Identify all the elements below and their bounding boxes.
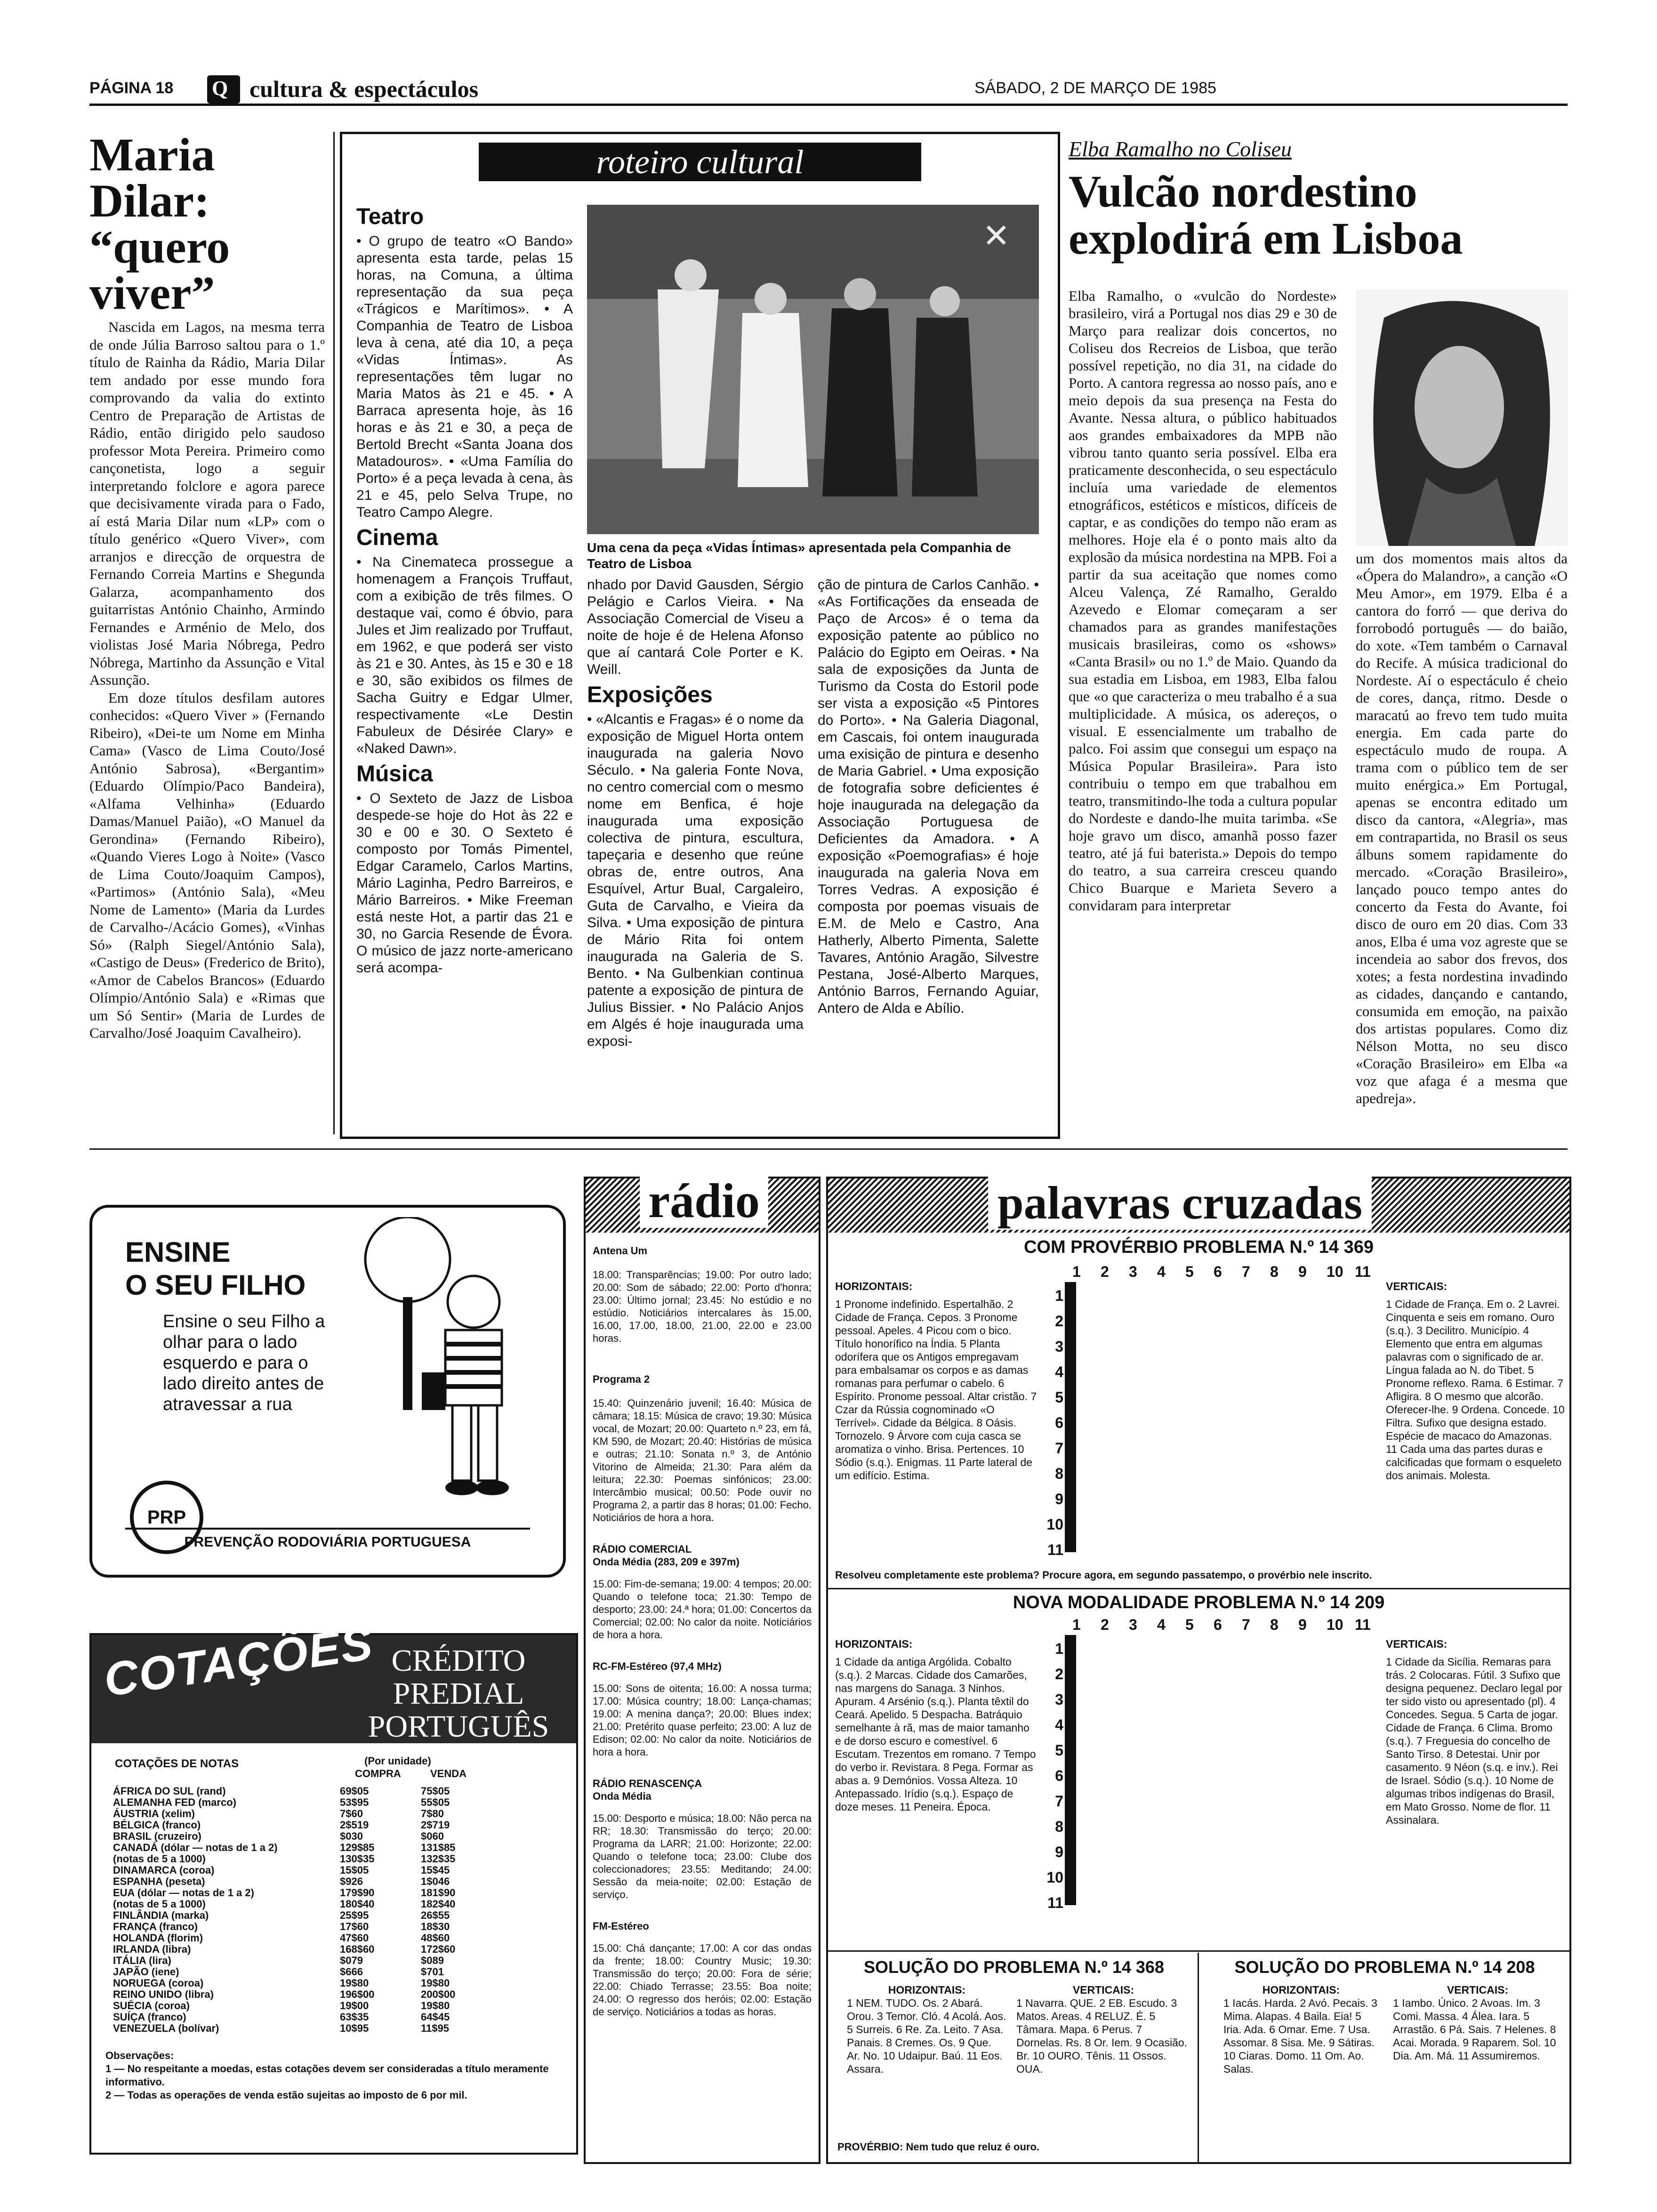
row-number: 3 — [1055, 1338, 1063, 1355]
safety-ad — [89, 1205, 566, 1578]
venda-header: VENDA — [430, 1768, 467, 1779]
venda-value: 200$00 — [421, 1988, 456, 2000]
rc-text: 15.00: Fim-de-semana; 19.00: 4 tempos; 20.00: Quando o telefone toca; 21.30: Tempo de desporto; 23.00: 24.ª hora; 01.00: Concertos da Comercial; 02.00: No calor da noite. Noticiários de hora a hora. — [593, 1578, 812, 1641]
row-number: 11 — [1047, 1894, 1063, 1911]
row-number: 1 — [1055, 1640, 1063, 1657]
column-number: 8 — [1270, 1263, 1279, 1280]
currency-name: FINLÂNDIA (marka) — [113, 1909, 209, 1921]
row-number: 10 — [1046, 1869, 1063, 1886]
currency-name: ITÁLIA (lira) — [113, 1955, 171, 1966]
venda-value: 7$80 — [421, 1808, 444, 1819]
venda-value: 182$40 — [421, 1898, 456, 1910]
currency-name: ESPANHA (peseta) — [113, 1875, 205, 1887]
cotacao-row — [110, 1865, 458, 1876]
cruzadas-banner: palavras cruzadas — [988, 1176, 1372, 1230]
compra-value: 15$05 — [340, 1864, 369, 1876]
column-number: 10 — [1327, 1616, 1343, 1633]
currency-name: DINAMARCA (coroa) — [113, 1864, 215, 1876]
venda-value: 48$60 — [421, 1932, 450, 1944]
compra-value: $079 — [340, 1955, 363, 1966]
elba-kicker: Elba Ramalho no Coliseu — [1069, 137, 1292, 161]
cotacao-row — [110, 1786, 458, 1797]
currency-name: FRANÇA (franco) — [113, 1921, 198, 1932]
compra-value: 180$40 — [340, 1898, 375, 1910]
venda-value: $089 — [421, 1955, 444, 1966]
venda-value: 18$30 — [421, 1921, 450, 1932]
roteiro-col2-a: nhado por David Gausden, Sérgio Pelágio e Carlos Vieira. • Na Associação Comercial de Viseu a noite de hoje é de Helena Afonso que aí cantará Cole Porter e K. Weill. — [587, 577, 804, 677]
bank-name: CRÉDITO PREDIAL PORTUGUÊS — [368, 1643, 549, 1744]
column-number: 1 — [1072, 1616, 1081, 1633]
p2-column-numbers — [1066, 1616, 1376, 1635]
compra-value: 63$35 — [340, 2011, 369, 2023]
currency-name: REINO UNIDO (libra) — [113, 1988, 214, 2000]
row-number: 6 — [1055, 1767, 1063, 1784]
venda-value: 1$046 — [421, 1875, 450, 1887]
currency-name: SUÉCIA (coroa) — [113, 2000, 190, 2012]
s2-hor: 1 Iacás. Harda. 2 Avó. Pecais. 3 Mima. Alapas. 4 Baila. Eia! 5 Iria. Ada. 6 Omar. Eme. 7 Usa. Assomar. 8 Sisa. Me. 9 Sátiras. 10 Ciaras. Domo. 11 Om. Ao. Salas. — [1223, 1997, 1377, 2075]
compra-value: 53$95 — [340, 1796, 369, 1808]
page-number: PÁGINA 18 — [89, 79, 174, 97]
grid-cell[interactable] — [1075, 1709, 1076, 1733]
cotacao-row — [110, 1853, 458, 1865]
grid-cell[interactable] — [1075, 1331, 1076, 1356]
dilar-title: Maria Dilar: “quero viver” — [89, 128, 230, 319]
musica-heading: Música — [356, 761, 433, 786]
compra-value: 69$05 — [340, 1785, 369, 1797]
s1-title: SOLUÇÃO DO PROBLEMA N.º 14 368 — [864, 1957, 1164, 1977]
column-number: 2 — [1101, 1263, 1109, 1280]
cotacoes-notes — [105, 2049, 557, 2102]
cotacao-row — [110, 1944, 458, 1955]
ad-footer: PREVENÇÃO RODOVIÁRIA PORTUGUESA — [125, 1528, 530, 1550]
p2-ver-clues: 1 Cidade da Sicília. Remaras para trás. 2 Colocaras. Fútil. 3 Sufixo que designa pequenez. Declaro legal por ter sido visto ou apresentado (pl). 4 Concedes. Segua. 5 Carta de jogar. Cidade de França. 6 Clima. Bromo (s.q.). 7 Freguesia do concelho de Santo Tirso. 8 Detestai. Unir por casamento. 9 Néon (s.q. e inv.). Rei de Israel. Sódio (s.q.). 10 Nome de algumas tribos indígenas do Brasil, em Mato Grosso. Nome de flor. 11 Assinalara. — [1386, 1656, 1562, 1826]
grid-cell[interactable] — [1075, 1660, 1076, 1684]
venda-value: $060 — [421, 1830, 444, 1842]
venda-value: 15$45 — [421, 1864, 450, 1876]
antena1-heading: Antena Um — [593, 1245, 648, 1257]
column-number: 9 — [1298, 1616, 1307, 1633]
rr-heading: RÁDIO RENASCENÇA — [593, 1778, 702, 1789]
venda-value: $701 — [421, 1966, 444, 1978]
radio-banner: rádio — [640, 1174, 768, 1228]
venda-value: 131$85 — [421, 1842, 456, 1853]
s2-title: SOLUÇÃO DO PROBLEMA N.º 14 208 — [1234, 1957, 1535, 1977]
grid-cell[interactable] — [1075, 1684, 1076, 1709]
teatro-heading: Teatro — [356, 204, 424, 229]
cotacao-row — [110, 1932, 458, 1944]
child-illustration — [337, 1217, 554, 1509]
row-number: 3 — [1055, 1691, 1063, 1708]
grid-cell[interactable] — [1075, 1307, 1076, 1331]
venda-value: 64$45 — [421, 2011, 450, 2023]
divider — [333, 132, 335, 1134]
svg-text:✕: ✕ — [982, 217, 1010, 254]
section-title: cultura & espectáculos — [249, 76, 479, 102]
roteiro-banner: roteiro cultural — [479, 143, 921, 181]
currency-name: JAPÃO (iene) — [113, 1966, 179, 1978]
dilar-body-2: Em doze títulos desfilam autores conhecidos: «Quero Viver » (Fernando Ribeiro), «Dei-te um Nome em Minha Cama» (Vasco de Lima Couto/José António Sabrosa), «Bergantim» (Eduardo Olímpio/Paco Bandeira), «Alfama Velhinha» (Eduardo Damas/Manuel Paião), «O Manuel da Gerondina» (Fernando Ribeiro), «Quando Vieres Logo à Noite» (Vasco de Lima Couto/Joaquim Campos), «Partimos» (António Sala), «Meu Nome de Lamento» (Maria da Lurdes de Carvalho-/Acácio Gomes), «Vinhas Só» (Ralph Siegel/António Sala), «Castigo de Deus» (Frederico de Brito), «Amor de Cabelos Brancos» (Eduardo Olímpio/António Sala) e «Rimas que um Só Sentir» (Maria de Lurdes de Carvalho/José Joaquim Cavalheiro). — [89, 689, 325, 1041]
obs-1: 1 — No respeitante a moedas, estas cotações devem ser consideradas a título meramente informativo. — [105, 2063, 549, 2088]
venda-value: 26$55 — [421, 1909, 450, 1921]
currency-name: (notas de 5 a 1000) — [113, 1898, 206, 1910]
currency-name: BÉLGICA (franco) — [113, 1819, 201, 1831]
roteiro-box — [340, 132, 1060, 1139]
currency-name: (notas de 5 a 1000) — [113, 1853, 206, 1865]
exposicoes-heading: Exposições — [587, 682, 713, 707]
section-logo-icon: Q — [207, 75, 240, 104]
compra-value: $926 — [340, 1875, 363, 1887]
cotacoes-unit: (Por unidade) — [364, 1755, 431, 1767]
p2-ver-heading: VERTICAIS: — [1386, 1638, 1448, 1650]
cotacao-row — [110, 2023, 458, 2034]
cinema-text: • Na Cinemateca prossegue a homenagem a François Truffaut, com a exibição de três filmes. O destaque vai, como é óbvio, para Jules et Jim realizado por Truffaut, em 1962, e que poderá ser visto às 21 e 30. Antes, às 15 e 30 e 18 e 30, são exibidos os filmes de Sacha Guitry e Edgar Ulmer, respectivamente «Le Destin Fabuleux de Désirée Clary» e «Naked Dawn». — [356, 554, 573, 756]
cotacoes-table — [110, 1786, 458, 2034]
column-number: 3 — [1129, 1263, 1137, 1280]
currency-name: VENEZUELA (bolívar) — [113, 2022, 219, 2034]
cruzadas-box — [826, 1177, 1571, 2164]
column-number: 6 — [1214, 1616, 1222, 1633]
divider — [89, 1148, 1568, 1150]
ad-text: Ensine o seu Filho a olhar para o lado esquerdo e para o lado direito antes de atravessar a rua — [163, 1312, 325, 1414]
cotacao-row — [110, 1989, 458, 2000]
compra-value: 25$95 — [340, 1909, 369, 1921]
row-number: 8 — [1055, 1465, 1063, 1482]
cotacao-row — [110, 1842, 458, 1853]
column-number: 5 — [1185, 1616, 1194, 1633]
cotacao-row — [110, 1831, 458, 1842]
s1-hor-heading: HORIZONTAIS: — [888, 1984, 966, 1996]
elba-col1: Elba Ramalho, o «vulcão do Nordeste» brasileiro, virá a Portugal nos dias 29 e 30 de Março para realizar dois concertos, no Coliseu dos Recreios de Lisboa, que terão possível repetição, no dia 31, na cidade do Porto. A cantora regressa ao nosso país, ano e meio depois da sua presença na Festa do Avante. Nessa altura, o público habituados aos grandes embaixadores da MPB não vibrou tanto quanto seria possível. Elba era praticamente desconhecida, o seu espectáculo incluía uma variedade de elementos etnográficos, estéticos e místicos, difíceis de captar, e as condições do tempo não eram as melhores. Hoje ela é o ponto mais alto da explosão da música nordestina na MPB. Foi a partir da sua aceitação que nomes como Alceu Valença, Zé Ramalho, Geraldo Azevedo e Elomar começaram a ser chamados para as grandes manifestações musicais brasileiras, como os «shows» «Canta Brasil» ou no 1.º de Maio. Quando da sua estadia em Lisboa, em 1983, Elba falou que «o que caracteriza o meu trabalho é a sua multiplicidade. A música, os adereços, o visual. E essencialmente um trabalho de palco. Foi assim que consegui um espaço na Música Popular Brasileira». Para isto contribuiu o tempo em que trabalhou em teatro, transmitindo-lhe toda a cultura popular do Nordeste e dando-lhe muita tarimba. «Se hoje gravo um disco, amanhã posso fazer teatro, até já fui baterista.» Depois do tempo do teatro, a sua carreira cresceu quando Chico Buarque e Marieta Severo a convidaram para interpretar — [1069, 288, 1337, 914]
obs-heading: Observações: — [105, 2050, 174, 2061]
column-number: 6 — [1214, 1263, 1222, 1280]
column-number: 9 — [1298, 1263, 1307, 1280]
currency-name: ÁUSTRIA (xelim) — [113, 1808, 195, 1819]
compra-value: 10$95 — [340, 2022, 369, 2034]
p2-grid — [1065, 1635, 1076, 1905]
grid-cell[interactable] — [1075, 1527, 1076, 1552]
p2-row-numbers — [1042, 1636, 1063, 1915]
currency-name: CANADÁ (dólar — notas de 1 a 2) — [113, 1842, 278, 1853]
rc-heading: RÁDIO COMERCIAL — [593, 1543, 692, 1555]
musica-text: • O Sexteto de Jazz de Lisboa despede-se hoje do Hot às 22 e 30 e 00 e 30. O Sexteto é composto por Tomás Pimentel, Edgar Caramelo, Carlos Martins, Mário Laginha, Pedro Barreiros, e Mário Barreiros. • Mike Freeman está neste Hot, a partir das 21 e 30, no Garcia Resende de Évora. O músico de jazz norte-americano será acompa- — [356, 791, 573, 976]
column-number: 10 — [1327, 1263, 1343, 1280]
grid-cell[interactable] — [1075, 1635, 1076, 1660]
venda-value: 11$95 — [421, 2022, 449, 2034]
currency-name: EUA (dólar — notas de 1 a 2) — [113, 1887, 254, 1899]
row-number: 7 — [1055, 1440, 1063, 1457]
p1-title: COM PROVÉRBIO PROBLEMA N.º 14 369 — [1023, 1237, 1374, 1257]
teatro-text: • O grupo de teatro «O Bando» apresenta esta tarde, pelas 15 horas, na Comuna, a última representação da sua peça «Trágicos e Marítimos». • A Companhia de Teatro de Lisboa leva à cena, até dia 10, a peça «Vidas Íntimas». As representações têm lugar no Maria Matos às 21 e 45. • A Barraca apresenta hoje, às 16 horas e às 21 e 30, a peça de Bertold Brecht «Santa Joana dos Matadouros». • «Uma Família do Porto» é a peça levada à cena, às 21 e 45, pelo Selva Trupe, no Teatro Campo Alegre. — [356, 233, 573, 520]
radio-box — [584, 1174, 820, 2164]
compra-value: 196$00 — [340, 1988, 375, 2000]
row-number: 6 — [1055, 1414, 1063, 1431]
grid-cell[interactable] — [1075, 1478, 1076, 1503]
cotacoes-box — [89, 1616, 578, 2155]
cotacao-row — [110, 1966, 458, 1978]
currency-name: HOLANDA (florim) — [113, 1932, 203, 1944]
row-number: 1 — [1055, 1287, 1063, 1304]
divider — [1198, 1953, 1199, 2162]
currency-name: BRASIL (cruzeiro) — [113, 1830, 201, 1842]
p1-ver-clues: 1 Cidade de França. Em o. 2 Lavrei. Cinquenta e seis em romano. Ouro (s.q.). 3 Decilitro. Município. 4 Elemento que entra em algumas palavras com o significado de ar. Língua falada ao N. do Tibet. 5 Pronome reflexo. Rama. 6 Estimar. 7 Afligira. 8 O mesmo que alcorão. Oferecer-lhe. 9 Ordena. Concede. 10 Filtra. Sufixo que designa estado. Espécie de macaco do Amazonas. 11 Cada uma das partes duras e calcificadas que formam o esqueleto dos animais. Molesta. — [1386, 1298, 1565, 1482]
s1-hor: 1 NEM. TUDO. Os. 2 Abará. Orou. 3 Temor. Cló. 4 Acolá. Aos. 5 Surreis. 6 Re. Za. Leito. 7 Asa. Panais. 8 Cremes. Os. 9 Que. Ar. No. 10 Udaipur. Baú. 11 Eos. Assara. — [847, 1997, 1006, 2075]
rc-sub: Onda Média (283, 209 e 397m) — [593, 1556, 740, 1568]
currency-name: SUÍÇA (franco) — [113, 2011, 186, 2023]
row-number: 10 — [1046, 1516, 1063, 1533]
compra-value: 19$00 — [340, 2000, 369, 2012]
photo-caption: Uma cena da peça «Vidas Íntimas» apresentada pela Companhia de Teatro de Lisboa — [587, 540, 1011, 571]
compra-value: 19$80 — [340, 1977, 369, 1989]
roteiro-col3: ção de pintura de Carlos Canhão. • «As Fortificações da enseada de Paço de Arcos» é o tema da exposição patente ao público no Palácio do Egipto em Oeiras. • Na sala de exposições da Junta de Turismo da Costa do Estoril pode ser vista a exposição «5 Pintores do Porto». • Na Galeria Diagonal, em Cascais, foi ontem inaugurada uma exisição de pintura e desenho de Maria Gabriel. • Uma exposição de fotografia sobre deficientes é hoje inaugurada na delegação da Associação Portuguesa de Deficientes da Amadora. • A exposição «Poemografias» é hoje inaugurada na galeria Nova em Torres Vedras. A exposição é composta por poemas visuais de E.M. de Melo e Castro, Ana Hatherly, Alberto Pimenta, Salette Tavares, António Aragão, Silvestre Pestana, José-Alberto Marques, António Barros, Fernando Aguiar, Antero de Alda e Abílio. — [818, 577, 1039, 1016]
divider — [828, 1950, 1569, 1952]
row-number: 2 — [1055, 1666, 1063, 1683]
venda-value: 75$05 — [421, 1785, 450, 1797]
grid-cell[interactable] — [1075, 1733, 1076, 1758]
grid-cell[interactable] — [1075, 1831, 1076, 1856]
column-number: 4 — [1157, 1263, 1166, 1280]
cinema-heading: Cinema — [356, 525, 438, 550]
grid-cell[interactable] — [1075, 1856, 1076, 1880]
compra-value: 7$60 — [340, 1808, 363, 1819]
grid-cell[interactable] — [1075, 1380, 1076, 1405]
venda-value: 55$05 — [421, 1796, 450, 1808]
compra-value: 2$519 — [340, 1819, 369, 1831]
grid-cell[interactable] — [1075, 1356, 1076, 1380]
p2-hor-heading: HORIZONTAIS: — [835, 1638, 913, 1650]
elba-title: Vulcão nordestino explodirá em Lisboa — [1069, 166, 1463, 264]
fm-text: 15.00: Chá dançante; 17.00: A cor das ondas da frente; 18.00: Country Music; 19.30: Transmissão do terço; 20.00: Fora de série; 22.00: Chiado Terrasse; 23.55: Boa noite; 24.00: O regresso dos heróis; 02.00: Estação de serviço. Noticiários a todas as horas. — [593, 1942, 812, 2018]
p2-title: NOVA MODALIDADE PROBLEMA N.º 14 209 — [1013, 1593, 1385, 1612]
venda-value: 172$60 — [421, 1943, 456, 1955]
cotacao-row — [110, 1797, 458, 1808]
row-number: 4 — [1055, 1716, 1063, 1733]
obs-2: 2 — Todas as operações de venda estão sujeitas ao imposto de 6 por mil. — [105, 2089, 467, 2101]
row-number: 5 — [1055, 1742, 1063, 1759]
fm-heading: FM-Estéreo — [593, 1920, 649, 1932]
venda-value: 19$80 — [421, 2000, 450, 2012]
venda-value: 19$80 — [421, 1977, 450, 1989]
cotacao-row — [110, 1887, 458, 1899]
cotacao-row — [110, 1921, 458, 1932]
compra-value: $030 — [340, 1830, 363, 1842]
column-number: 4 — [1157, 1616, 1166, 1633]
cotacao-row — [110, 2012, 458, 2023]
grid-cell[interactable] — [1075, 1880, 1076, 1905]
grid-cell[interactable] — [1075, 1429, 1076, 1454]
grid-cell[interactable] — [1075, 1758, 1076, 1782]
cotacao-row — [110, 1978, 458, 1989]
s2-ver-heading: VERTICAIS: — [1447, 1984, 1509, 1996]
p1-note: Resolveu completamente este problema? Procure agora, em segundo passatempo, o provérbio nele inscrito. — [835, 1569, 1372, 1581]
column-number: 7 — [1242, 1263, 1250, 1280]
ad-line1: ENSINE — [125, 1236, 231, 1268]
column-number: 1 — [1072, 1263, 1081, 1280]
row-number: 2 — [1055, 1313, 1063, 1330]
page-date: SÁBADO, 2 DE MARÇO DE 1985 — [974, 79, 1216, 97]
venda-value: 132$35 — [421, 1853, 456, 1865]
ad-line2: O SEU FILHO — [125, 1269, 306, 1301]
column-number: 3 — [1129, 1616, 1137, 1633]
compra-value: 17$60 — [340, 1921, 369, 1932]
s2-hor-heading: HORIZONTAIS: — [1262, 1984, 1340, 1996]
grid-cell[interactable] — [1075, 1807, 1076, 1831]
column-number: 2 — [1101, 1616, 1109, 1633]
dilar-body-1: Nascida em Lagos, na mesma terra de onde Júlia Barroso saltou para o 1.º título de Rainha da Rádio, Maria Dilar tem andado por esse mundo fora comprovando da valia do extinto Centro de Preparação de Artistas de Rádio, então dirigido pelo saudoso professor Mota Pereira. Primeiro como cançonetista, logo a seguir interpretando folclore e agora parece que decisivamente virada para o Fado, aí está Maria Dilar num «LP» com o título genérico «Quero Viver», com arranjos e direcção de orquestra de Fernando Correia Martins e Shegunda Galarza, acompanhamento dos guitarristas António Chainho, Armindo Fernandes e Arménio de Melo, dos violistas José Maria Nóbrega, Pedro Nóbrega, Martinho da Assunção e Vital Assunção. — [89, 319, 325, 688]
row-number: 4 — [1055, 1363, 1063, 1380]
s1-ver-heading: VERTICAIS: — [1072, 1984, 1134, 1996]
rr-text: 15.00: Desporto e música; 18.00: Não perca na RR; 18.30: Transmissão do terço; 20.00: Programa da LARR; 21.00: Horizonte; 22.00: Quando o telefone toca; 23.00: Clube dos coleccionadores; 23.55: Meditando; 24.00: Sessão da meia-noite; 02.00: Estação de serviço. — [593, 1812, 812, 1900]
s2-ver: 1 Iambo. Único. 2 Avoas. Im. 3 Comi. Massa. 4 Álea. Iara. 5 Arrastão. 6 Pá. Sais. 7 Helenes. 8 Acai. Morada. 9 Raparem. Sol. 10 Dia. Am. Má. 11 Assumiremos. — [1393, 1997, 1556, 2062]
cotacao-row — [110, 1808, 458, 1819]
venda-value: 2$719 — [421, 1819, 450, 1831]
column-number: 8 — [1270, 1616, 1279, 1633]
row-number: 5 — [1055, 1389, 1063, 1406]
elba-col2: um dos momentos mais altos da «Ópera do Malandro», a canção «O Meu Amor», em 1979. Elba é a cantora do forró — que deriva do forrobodó português — do baião, do xote. «Tem também o Carnaval do Recife. A música tradicional do Nordeste. Aí o espectáculo é cheio de cores, dança, ritmo. Desde o maracatú ao frevo tem tudo muita energia. Em cada parte do espectáculo mudo de roupa. A trama com o público tem de ser muito enérgica.» Em Portugal, apenas se encontra editado um disco da cantora, «Alegria», mas em contrapartida, no Brasil os seus álbuns somem rapidamente do mercado. «Coração Brasileiro», lançado pouco tempo antes do concerto da Festa do Avante, foi disco de ouro em 20 dias. Com 33 anos, Elba é uma voz agreste que se incendeia ao sabor dos frevos, dos xotes; a festa nordestina invadindo as cidades, dançando e cantando, consumida em emoção, na paixão dos artistas populares. Como diz Nélson Motta, no seu disco «Coração Brasileiro» em Elba «a voz que afaga é a mesma que apedreja». — [1356, 550, 1568, 1106]
compra-value: 47$60 — [340, 1932, 369, 1944]
cotacoes-banner: COTAÇÕES — [101, 1616, 377, 1707]
grid-cell[interactable] — [1075, 1405, 1076, 1429]
elba-article — [1069, 136, 1568, 262]
row-number: 7 — [1055, 1793, 1063, 1810]
grid-cell[interactable] — [1075, 1282, 1076, 1307]
rr-sub: Onda Média — [593, 1790, 652, 1802]
grid-cell[interactable] — [1075, 1454, 1076, 1478]
s1-proverb: PROVÉRBIO: Nem tudo que reluz é ouro. — [837, 2141, 1040, 2153]
compra-value: 179$90 — [340, 1887, 375, 1899]
column-number: 11 — [1355, 1263, 1371, 1280]
currency-name: NORUEGA (coroa) — [113, 1977, 204, 1989]
row-number: 8 — [1055, 1818, 1063, 1835]
cotacao-row — [110, 2000, 458, 2012]
rcfm-text: 15.00: Sons de oitenta; 16.00: A nossa turma; 17.00: Música country; 18.00: Lança-chamas; 19.00: A menina dança?; 20.00: Blues index; 21.00: Pretérito quase perfeito; 23.00: A luz de Edison; 02.00: No calor da noite. Noticiários de hora a hora. — [593, 1683, 812, 1758]
cotacao-row — [110, 1819, 458, 1831]
cotacao-row — [110, 1899, 458, 1910]
grid-cell[interactable] — [1075, 1503, 1076, 1527]
grid-cell[interactable] — [1075, 1782, 1076, 1807]
p1-grid — [1065, 1282, 1076, 1552]
column-number: 7 — [1242, 1616, 1250, 1633]
s1-ver: 1 Navarra. QUE. 2 EB. Escudo. 3 Matos. Areas. 4 RELUZ. É. 5 Tâmara. Mapa. 6 Perus. 7 Dornelas. Rs. 8 Or. Iem. 9 Ocasião. Br. 10 OURO. Tênis. 11 Ossos. OUA. — [1016, 1997, 1188, 2075]
prp-badge: PRP — [130, 1481, 203, 1554]
column-number: 11 — [1355, 1616, 1371, 1633]
p1-ver-heading: VERTICAIS: — [1386, 1280, 1448, 1292]
elba-photo — [1356, 289, 1568, 546]
page-header — [89, 75, 1568, 106]
compra-value: 130$35 — [340, 1853, 375, 1865]
roteiro-col2-b: • «Alcantis e Fragas» é o nome da exposição de Miguel Horta ontem inaugurada na galeria Novo Século. • Na galeria Fonte Nova, no centro comercial com o mesmo nome em Benfica, é hoje inaugurada uma exposição colectiva de pintura, escultura, tapeçaria e desenho que reúne obras de, entre outros, Ana Esquível, Artur Bual, Cargaleiro, Guta de Carvalho, e Vieira da Silva. • Uma exposição de pintura de Mário Rita foi ontem inaugurada na Galeria de S. Bento. • Na Gulbenkian continua patente a exposição de pintura de Julius Bissier. • No Palácio Anjos em Algés é hoje inaugurada uma exposi- — [587, 712, 804, 1049]
p2-hor-clues: 1 Cidade da antiga Argólida. Cobalto (s.q.). 2 Marcas. Cidade dos Camarões, nas margens do Sanaga. 3 Ninhos. Apuram. 4 Arsénio (s.q.). Planta têxtil do Ceará. Apelido. 5 Despacha. Batráquio semelhante à rã, mas de maior tamanho e de dorso escuro e comestível. 6 Escutam. Trezentos em romano. 7 Tempo do verbo ir. Revistara. 8 Pega. Formar as abas a. 9 Demónios. Vossa Alteza. 10 Antepassado. Irídio (s.q.). Espaço de doze meses. 11 Peneira. Época. — [835, 1656, 1036, 1813]
cotacao-row — [110, 1876, 458, 1887]
p1-hor-heading: HORIZONTAIS: — [835, 1280, 913, 1292]
cotacoes-title: COTAÇÕES DE NOTAS — [115, 1757, 239, 1770]
compra-value: $666 — [340, 1966, 363, 1978]
venda-value: 181$90 — [421, 1887, 456, 1899]
theatre-photo — [587, 205, 1039, 534]
rcfm-heading: RC-FM-Estéreo (97,4 MHz) — [593, 1660, 722, 1672]
column-number: 5 — [1185, 1263, 1194, 1280]
dilar-article — [89, 128, 325, 1042]
divider — [828, 1588, 1569, 1589]
cotacao-row — [110, 1955, 458, 1966]
antena1-text: 18.00: Transparências; 19.00: Por outro lado; 20.00: Som de sábado; 22.00: Porto d'honra; 23.00: Último jornal; 23.45: No estúdio e no estúdio. Noticiários intercalares às 15.00, 16.00, 17.00, 18.00, 21.00, 22.00 e 23.00 horas. — [593, 1269, 812, 1344]
row-number: 11 — [1047, 1541, 1063, 1558]
compra-value: 168$60 — [340, 1943, 375, 1955]
p1-hor-clues: 1 Pronome indefinido. Espertalhão. 2 Cidade de França. Cepos. 3 Pronome pessoal. Apeles. 4 Picou com o bico. Título honorífico na Índia. 5 Planta odorífera que os Antigos empregavam para embalsamar os corpos e as damas romanas para perfumar o cabelo. 6 Espírito. Pronome pessoal. Altar cristão. 7 Czar da Rússia cognominado «O Terrível». Cidade da Bélgica. 8 Oásis. Tornozelo. 9 Árvore com cuja casca se aromatiza o vinho. Brisa. Pertences. 10 Sódio (s.q.). Enigmas. 11 Parte lateral de um edifício. Estima. — [835, 1298, 1037, 1482]
prog2-text: 15.40: Quinzenário juvenil; 16.40: Música de câmara; 18.15: Música de cravo; 19.30: Música vocal, de Mozart; 20.00: Quarteto n.º 23, em fá, KM 590, de Mozart; 20.40: Histórias de música e outras; 21.10: Sonata n.º 3, de António Vitorino de Almeida; 21.30: Para além da leitura; 22.30: Poemas sinfónicos; 23.00: Intercâmbio musical; 00.50: Pode ouvir no Programa 2, a partir das 8 horas; 01.00: Fecho. Noticiários de hora a hora. — [593, 1397, 812, 1523]
currency-name: ÁFRICA DO SUL (rand) — [113, 1785, 226, 1797]
compra-value: 129$85 — [340, 1842, 375, 1853]
p1-row-numbers — [1042, 1283, 1063, 1563]
row-number: 9 — [1055, 1491, 1063, 1507]
currency-name: ALEMANHA FED (marco) — [113, 1796, 236, 1808]
cotacao-row — [110, 1910, 458, 1921]
currency-name: IRLANDA (libra) — [113, 1943, 191, 1955]
compra-header: COMPRA — [355, 1768, 401, 1779]
prog2-heading: Programa 2 — [593, 1373, 650, 1385]
row-number: 9 — [1055, 1843, 1063, 1860]
p1-column-numbers — [1066, 1263, 1376, 1282]
